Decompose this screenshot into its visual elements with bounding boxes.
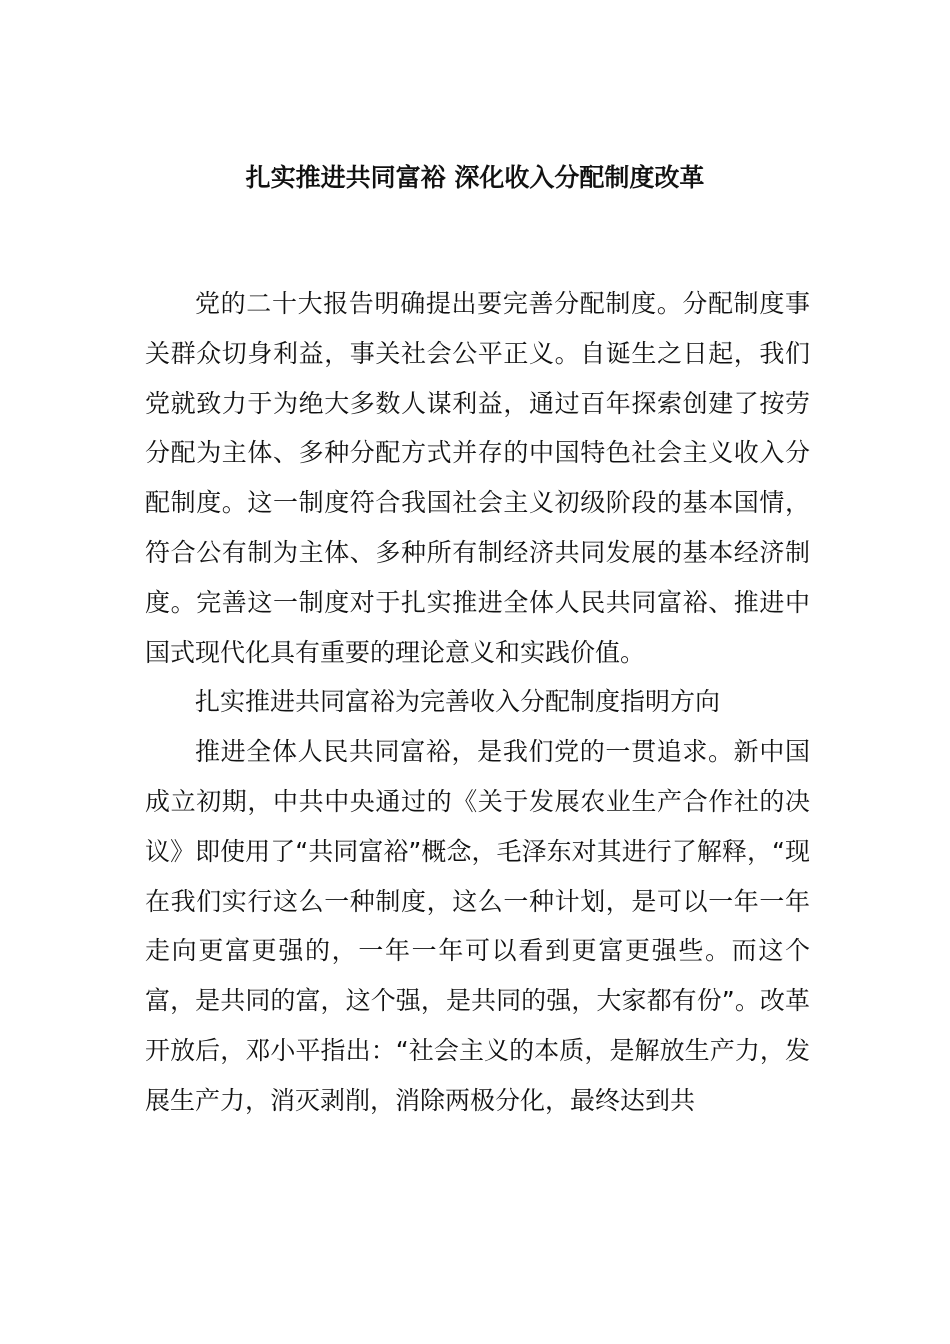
- section-heading: 扎实推进共同富裕为完善收入分配制度指明方向: [195, 687, 721, 717]
- document-body: [145, 279, 810, 1126]
- paragraph-common-prosperity: 推进全体人民共同富裕，是我们党的一贯追求。新中国成立初期，中共中央通过的《关于发展农业生产合作社的决议》即使用了“共同富裕”概念，毛泽东对其进行了解释，“现在我们实行这么一种制度，这么一种计划，是可以一年一年走向更富更强的，一年一年可以看到更富更强些。而这个富，是共同的富，这个强，是共同的强，大家都有份”。改革开放后，邓小平指出：“社会主义的本质，是解放生产力，发展生产力，消灭剥削，消除两极分化，最终达到共: [145, 737, 810, 1115]
- paragraph-intro: 党的二十大报告明确提出要完善分配制度。分配制度事关群众切身利益，事关社会公平正义。自诞生之日起，我们党就致力于为绝大多数人谋利益，通过百年探索创建了按劳分配为主体、多种分配方式并存的中国特色社会主义收入分配制度。这一制度符合我国社会主义初级阶段的基本国情，符合公有制为主体、多种所有制经济共同发展的基本经济制度。完善这一制度对于扎实推进全体人民共同富裕、推进中国式现代化具有重要的理论意义和实践价值。: [145, 289, 810, 667]
- document-title: 扎实推进共同富裕 深化收入分配制度改革: [245, 163, 705, 192]
